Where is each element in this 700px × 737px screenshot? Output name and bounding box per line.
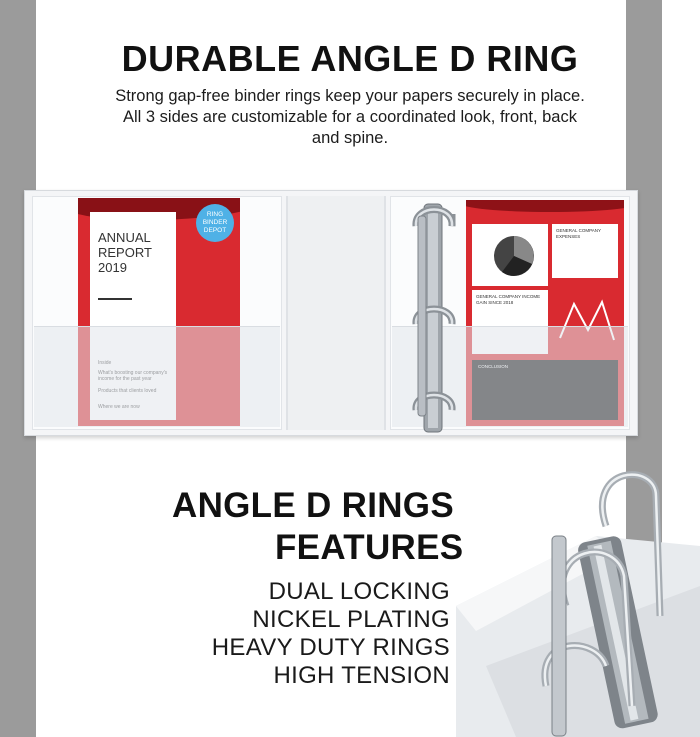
pie-chart-card <box>472 224 548 286</box>
headline: DURABLE ANGLE D RING <box>121 38 579 79</box>
income-heading: GENERAL COMPANY INCOME GAIN SINCE 2018 <box>476 294 541 305</box>
pie-chart-icon <box>472 224 548 286</box>
expenses-heading: GENERAL COMPANY EXPENSES <box>556 228 601 239</box>
features-title-line2: FEATURES <box>275 528 464 567</box>
feature-nickel-plating: NICKEL PLATING <box>252 606 450 633</box>
insert-title <box>98 230 174 275</box>
front-clear-pocket <box>34 326 280 427</box>
insert-year: 2019 <box>98 260 127 275</box>
insert2-swoosh-graphic <box>466 200 624 212</box>
expenses-card <box>552 224 618 278</box>
ring-binder-depot-badge <box>196 204 234 242</box>
headline-description: Strong gap-free binder rings keep your papers securely in place. All 3 sides are customizable for a coordinated look, front, back and spine. <box>115 87 585 147</box>
feature-dual-locking: DUAL LOCKING <box>268 578 450 605</box>
open-binder-photo <box>24 190 638 436</box>
badge-line3: DEPOT <box>203 227 227 234</box>
insert-title-line2: REPORT <box>98 245 152 260</box>
insert-title-line1: ANNUAL <box>98 230 151 245</box>
badge-line2: BINDER <box>202 219 228 226</box>
insert-underline <box>98 298 132 300</box>
feature-heavy-duty-rings: HEAVY DUTY RINGS <box>211 634 450 661</box>
feature-high-tension: HIGH TENSION <box>273 662 450 689</box>
binder-spine <box>286 196 386 430</box>
badge-line1: RING <box>206 211 224 218</box>
features-title-line1: ANGLE D RINGS <box>172 486 454 525</box>
d-ring-mechanism-icon <box>402 196 466 436</box>
d-ring-closeup-photo <box>456 466 700 737</box>
